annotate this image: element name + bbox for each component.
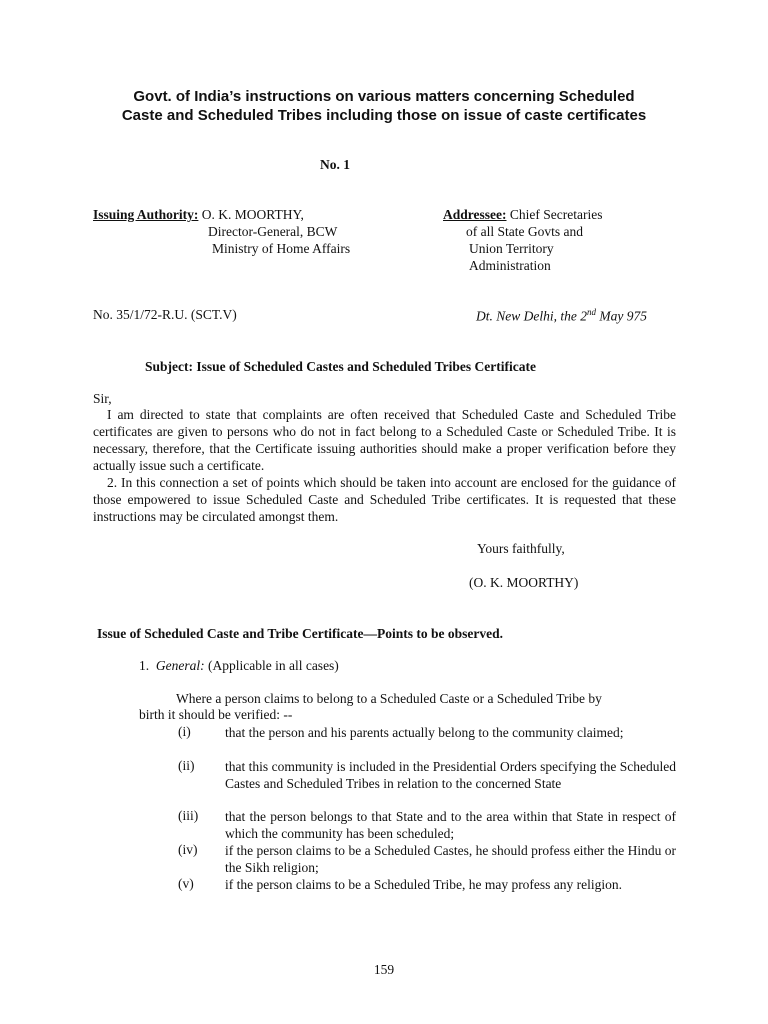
issuing-authority-ministry: Ministry of Home Affairs	[212, 241, 351, 256]
section-heading: Issue of Scheduled Caste and Tribe Certificate—Points to be observed.	[97, 626, 503, 641]
issuing-authority-label: Issuing Authority:	[93, 207, 199, 222]
general-heading	[139, 658, 339, 674]
paragraph-2: 2. In this connection a set of points which should be taken into account are enclosed for the guidance of those empowered to issue Scheduled Caste and Scheduled Tribe certificates. It is requested that these instructions may be circulated amongst them.	[93, 475, 676, 524]
paragraph-1: I am directed to state that complaints are often received that Scheduled Caste and Scheduled Tribe certificates are given to persons who do not in fact belong to a Scheduled Caste or Scheduled Tribe. It is necessary, therefore, that the Certificate issuing authorities should make a proper verification before they actually issue such a certificate.	[93, 407, 676, 473]
addressee-label: Addressee:	[443, 207, 507, 222]
list-item-text: that the person and his parents actually belong to the community claimed;	[225, 725, 624, 740]
list-item-number: (i)	[178, 724, 191, 739]
document-title	[70, 87, 698, 125]
date-prefix: Dt. New Delhi, the 2	[476, 308, 587, 324]
issuing-authority-name: O. K. MOORTHY,	[201, 207, 304, 222]
intro-line-2: birth it should be verified: --	[139, 707, 293, 722]
addressee-line-2: of all State Govts and	[466, 224, 583, 239]
list-item-text: if the person claims to be a Scheduled Tribe, he may profess any religion.	[225, 877, 623, 892]
list-item-number: (iii)	[178, 808, 199, 823]
intro-line-1: Where a person claims to belong to a Scheduled Caste or a Scheduled Tribe by	[176, 691, 602, 706]
document-date	[476, 307, 647, 325]
addressee-line-1: Chief Secretaries	[509, 207, 603, 222]
list-item-number: (ii)	[178, 758, 195, 773]
document-number: No. 1	[320, 157, 350, 172]
addressee-line-4: Administration	[469, 258, 551, 273]
list-item-text: if the person claims to be a Scheduled Castes, he should profess either the Hindu or the Sikh religion;	[225, 843, 676, 875]
addressee	[443, 207, 602, 223]
closing: Yours faithfully,	[477, 541, 565, 556]
subject-line: Subject: Issue of Scheduled Castes and Scheduled Tribes Certificate	[145, 359, 537, 374]
letter-body	[93, 406, 676, 525]
general-note: (Applicable in all cases)	[204, 658, 339, 673]
date-superscript: nd	[587, 307, 596, 317]
list-item-number: (iv)	[178, 842, 198, 857]
reference-number: No. 35/1/72-R.U. (SCT.V)	[93, 307, 237, 322]
list-item-number: (v)	[178, 876, 194, 891]
general-number: 1.	[139, 658, 150, 673]
issuing-authority-title: Director-General, BCW	[208, 224, 338, 239]
date-suffix: May 975	[596, 308, 647, 324]
issuing-authority	[93, 207, 304, 223]
page-number: 159	[373, 962, 395, 977]
title-line-2: Caste and Scheduled Tribes including those on issue of caste certificates	[121, 107, 647, 124]
signature: (O. K. MOORTHY)	[469, 575, 579, 590]
list-item-text: that this community is included in the Presidential Orders specifying the Scheduled Castes and Scheduled Tribes in relation to the concerned State	[225, 759, 676, 791]
list-item-text: that the person belongs to that State and to the area within that State in respect of which the community has been scheduled;	[225, 809, 676, 841]
salutation: Sir,	[93, 391, 112, 406]
title-line-1: Govt. of India’s instructions on various matters concerning Scheduled	[133, 88, 635, 105]
addressee-line-3: Union Territory	[469, 241, 554, 256]
general-label: General:	[155, 658, 205, 673]
